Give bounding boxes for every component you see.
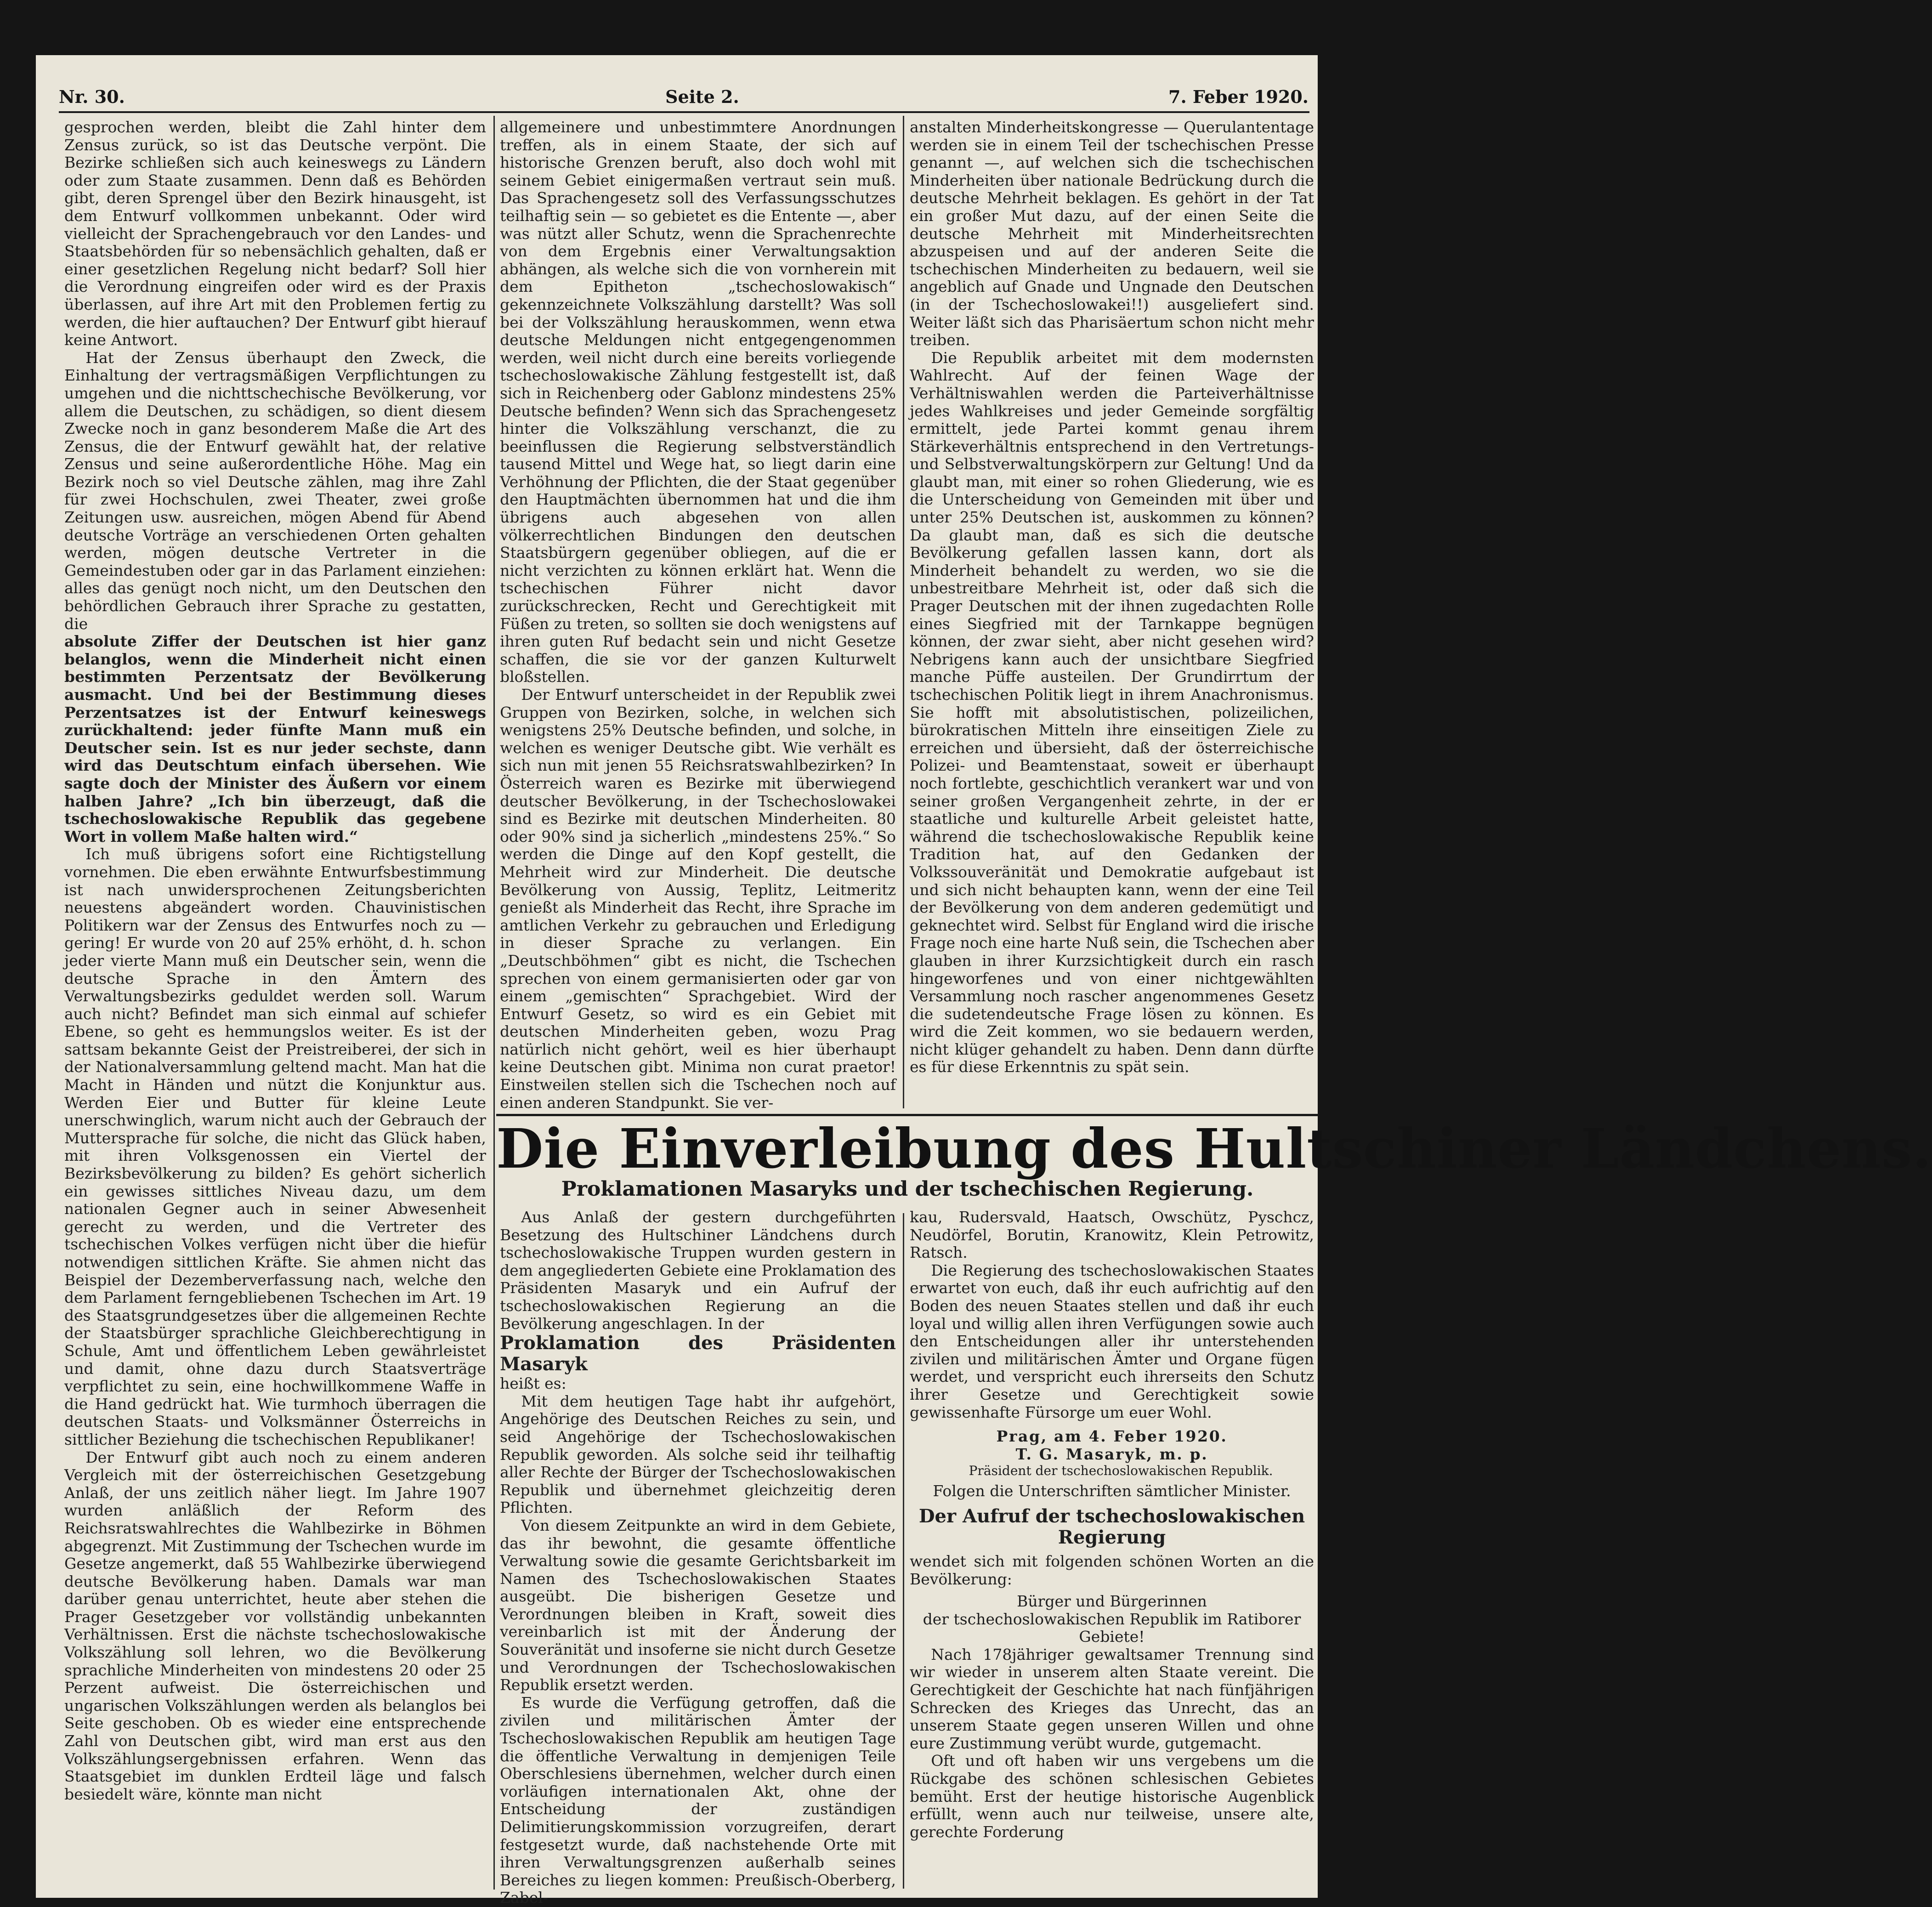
column-3 <box>910 119 1314 1107</box>
article-left-column <box>500 1208 896 1907</box>
proclamation-lead: heißt es: <box>500 1374 567 1393</box>
place-list: kau, Rudersvald, Haatsch, Owschütz, Pyschcz, Neudörfel, Borutin, Kranowitz, Klein Petrowitz, Ratsch. <box>910 1208 1314 1262</box>
article-top-rule <box>496 1114 1319 1116</box>
col1-paragraph-2: Hat der Zensus überhaupt den Zweck, die Einhaltung der vertragsmäßigen Verpflichtungen zu umgehen und die nichttschechische Bevölkerung, vor allem die Deutschen, zu schädigen, so dient diesem Zwecke noch in ganz besonderem Maße die Art des Zensus, die der Entwurf gewählt hat, der relative Zensus und seine außerordentliche Höhe. Mag ein Bezirk noch so viel Deutsche zählen, mag ihre Zahl für zwei Hochschulen, zwei Theater, zwei große Zeitungen usw. ausreichen, mögen Abend für Abend deutsche Vorträge an verschiedenen Orten gehalten werden, mögen deutsche Vertreter in die Gemeindestuben oder gar in das Parlament einziehen: alles das genügt noch nicht, um den Deutschen den behördlichen Gebrauch ihrer Sprache zu gestatten, die <box>64 348 486 633</box>
column-1 <box>64 119 486 1892</box>
aufruf-paragraph-1: Nach 178jähriger gewaltsamer Trennung sind wir wieder in unserem alten Staate vereint. Die Gerechtigkeit der Geschichte hat nach fünfjährigen Schrecken des Krieges das Unrecht, das an unserem Staate gegen unseren Willen und ohne eure Zustimmung verübt wurde, gutgemacht. <box>910 1645 1314 1752</box>
aufruf-heading-line-2: Regierung <box>1058 1526 1166 1548</box>
header-rule <box>59 111 1309 113</box>
article-right-column <box>910 1209 1314 1889</box>
col3-paragraph-1: anstalten Minderheitskongresse — Querulantentage werden sie in einem Teil der tschechischen Presse genannt —, auf welchen sich die tschechischen Minderheiten über nationale Bedrückung durch die deutsche Mehrheit beklagen. Es gehört in der Tat ein großer Mut dazu, auf der einen Seite die deutsche Mehrheit mit Minderheitsrechten abzuspeisen und auf der anderen Seite die tschechischen Minderheiten zu bedauern, weil sie angeblich auf Gnade und Ungnade den Deutschen (in der Tschechoslowakei!!) ausgeliefert sind. Weiter läßt sich das Pharisäertum schon nicht mehr treiben. <box>910 118 1314 349</box>
ministers-note: Folgen die Unterschriften sämtlicher Minister. <box>933 1482 1291 1500</box>
aufruf-paragraph-2: Oft und oft haben wir uns vergebens um die Rückgabe des schönen schlesischen Gebietes bemüht. Erst der heutige historische Augenblick erfüllt, wenn auch nur teilweise, unsere alte, gerechte Forderung <box>910 1752 1314 1841</box>
proclamation-heading: Proklamation des Präsidenten Masaryk <box>500 1332 896 1375</box>
proclamation-paragraph-1: Mit dem heutigen Tage habt ihr aufgehört, Angehörige des Deutschen Reiches zu sein, und seid Angehörige der Tschechoslowakischen Republik geworden. Als solche seid ihr teilhaftig aller Rechte der Bürger der Tschechoslowakischen Republik und übernehmet gleichzeitig deren Pflichten. <box>500 1392 896 1517</box>
salutation-line-2: der tschechoslowakischen Republik im Ratiborer Gebiete! <box>923 1610 1301 1646</box>
article-intro: Aus Anlaß der gestern durchgeführten Besetzung des Hultschiner Ländchens durch tschechoslowakische Truppen wurden gestern in dem angegliederten Gebiete eine Proklamation des Präsidenten Masaryk und ein Aufruf der tschechoslowakischen Regierung an die Bevölkerung angeschlagen. In der <box>500 1208 896 1333</box>
col1-paragraph-3: Ich muß übrigens sofort eine Richtigstellung vornehmen. Die eben erwähnte Entwurfsbestimmung ist nach unwidersprochenen Zeitungsberichten neuestens abgeändert worden. Chauvinistischen Politikern war der Zensus des Entwurfes noch zu — gering! Er wurde von 20 auf 25% erhöht, d. h. schon jeder vierte Mann muß ein Deutscher sein, wenn die deutsche Sprache in den Ämtern des Verwaltungsbezirks geduldet werden soll. Warum auch nicht? Befindet man sich einmal auf schiefer Ebene, so geht es hemmungslos weiter. Es ist der sattsam bekannte Geist der Preistreiberei, der sich in der Nationalversammlung geltend macht. Man hat die Macht in Händen und nützt die Konjunktur aus. Werden Eier und Butter für kleine Leute unerschwinglich, warum nicht auch der Gebrauch der Muttersprache für solche, die nicht das Glück haben, mit ihren Volksgenossen ein Viertel der Bezirksbevölkerung zu bilden? Es gehört sicherlich ein gewisses sittliches Niveau dazu, um dem nationalen Gegner auch in seiner Abwesenheit gerecht zu werden, und die Vertreter des tschechischen Volkes verfügen nicht über die hiefür notwendigen sittlichen Kräfte. Sie ahmen nicht das Beispiel der Dezemberverfassung nach, welche den dem Parlament ferngebliebenen Tschechen im Art. 19 des Staatsgrundgesetzes über die allgemeinen Rechte der Staatsbürger sprachliche Gleichberechtigung in Schule, Amt und öffentlichem Leben gewährleistet und damit, ohne dazu durch Staatsverträge verpflichtet zu sein, eine hochwillkommene Waffe in die Hand gedrückt hat. Wie turmhoch überragen die deutschen Staats- und Volksmänner Österreichs in sittlicher Beziehung die tschechischen Republikaner! <box>64 845 486 1448</box>
signature-masaryk: T. G. Masaryk, m. p. <box>1015 1445 1208 1463</box>
col3-paragraph-2: Die Republik arbeitet mit dem modernsten Wahlrecht. Auf der feinen Wage der Verhältniswahlen werden die Parteiverhältnisse jedes Wahlkreises und jeder Gemeinde sorgfältig ermittelt, jede Partei kommt genau ihrem Stärkeverhältnis entsprechend in den Vertretungs- und Selbstverwaltungskörpern zur Geltung! Und da glaubt man, mit einer so rohen Gliederung, wie es die Unterscheidung von Gemeinden mit über und unter 25% Deutschen ist, auskommen zu können? Da glaubt man, daß es sich die deutsche Bevölkerung gefallen lassen kann, dort als Minderheit behandelt zu werden, wo sie die unbestreitbare Mehrheit ist, oder daß sich die Prager Deutschen mit der ihnen zugedachten Rolle eines Siegfried mit der Tarnkappe begnügen können, der zwar sieht, aber nicht gesehen wird? Nebrigens kann auch der unsichtbare Siegfried manche Püffe austeilen. Der Grundirrtum der tschechischen Politik liegt in ihrem Anachronismus. Sie hofft mit absolutistischen, polizeilichen, bürokratischen Mitteln ihre einseitigen Ziele zu erreichen und übersieht, daß der österreichische Polizei- und Beamtenstaat, soweit er überhaupt noch fortlebte, geschichtlich verankert war und von seiner großen Vergangenheit zehrte, in der er staatliche und kulturelle Arbeit geleistet hatte, während die tschechoslowakische Republik keine Tradition hat, auf den Gedanken der Volkssouveränität und Demokratie aufgebaut ist und sich nicht behaupten kann, wenn der eine Teil der Bevölkerung von dem anderen gedemütigt und geknechtet wird. Selbst für England wird die irische Frage noch eine harte Nuß sein, die Tschechen aber glauben in ihrer Kurzsichtigkeit durch ein rasch hingeworfenes und von einer nichtgewählten Versammlung noch rascher angenommenes Gesetz die sudetendeutsche Frage lösen zu können. Es wird die Zeit kommen, wo sie bedauern werden, nicht klüger gehandelt zu haben. Denn dann dürfte es für diese Erkenntnis zu spät sein. <box>910 348 1314 1076</box>
aufruf-lead: wendet sich mit folgenden schönen Worten an die Bevölkerung: <box>910 1552 1314 1588</box>
issue-number: Nr. 30. <box>59 86 125 107</box>
page-header <box>59 86 1327 109</box>
proclamation-paragraph-2: Von diesem Zeitpunkte an wird in dem Gebiete, das ihr bewohnt, die gesamte öffentliche Verwaltung sowie die gesamte Gerichtsbarkeit im Namen des Tschechoslowakischen Staates ausgeübt. Die bisherigen Gesetze und Verordnungen bleiben in Kraft, soweit dies vereinbarlich ist mit der Änderung der Souveränität und insoferne sie nicht durch Gesetze und Verordnungen der Tschechoslowakischen Republik ersetzt werden. <box>500 1516 896 1694</box>
col1-paragraph-2b: absolute Ziffer der Deutschen ist hier ganz belanglos, wenn die Minderheit nicht einen bestimmten Perzentsatz der Bevölkerung ausmacht. Und bei der Bestimmung dieses Perzentsatzes ist der Entwurf keineswegs zurückhaltend: jeder fünfte Mann muß ein Deutscher sein. Ist es nur jeder sechste, dann wird das Deutschtum einfach übersehen. Wie sagte doch der Minister des Äußern vor einem halben Jahre? „Ich bin überzeugt, daß die tschechoslowakische Republik das gegebene Wort in vollem Maße halten wird.“ <box>64 632 486 846</box>
place-date: Prag, am 4. Feber 1920. <box>996 1427 1228 1446</box>
government-expectation: Die Regierung des tschechoslowakischen Staates erwartet von euch, daß ihr euch aufrichtig auf den Boden des neuen Staates stellen und daß ihr euch loyal und willig allen ihren Verfügungen sowie auch den Entscheidungen aller ihr unterstehenden zivilen und militärischen Ämter und Organe fügen werdet, und verspricht euch ihrerseits den Schutz ihrer Gesetze und Gerechtigkeit sowie gewissenhafte Fürsorge um euer Wohl. <box>910 1261 1314 1421</box>
article-headline: Die Einverleibung des Hultschiner Ländchens. <box>496 1117 1932 1181</box>
salutation-line-1: Bürger und Bürgerinnen <box>1017 1592 1207 1611</box>
column-divider-2 <box>903 116 904 1108</box>
signature-title: Präsident der tschechoslowakischen Republik. <box>969 1463 1273 1479</box>
aufruf-heading-line-1: Der Aufruf der tschechoslowakischen <box>918 1505 1305 1527</box>
article-subhead: Proklamationen Masaryks und der tschechischen Regierung. <box>561 1177 1254 1201</box>
col2-paragraph-1: allgemeinere und unbestimmtere Anordnungen treffen, als in einem Staate, der sich auf historische Grenzen beruft, also doch wohl mit seinem Gebiet einigermaßen vertraut sein muß. Das Sprachengesetz soll des Verfassungsschutzes teilhaftig sein — so gebietet es die Entente —, aber was nützt aller Schutz, wenn die Sprachenrechte von dem Ergebnis einer Verwaltungsaktion abhängen, als welche sich die von vornherein mit dem Epitheton „tschechoslowakisch“ gekennzeichnete Volkszählung darstellt? Was soll bei der Volkszählung herauskommen, wenn etwa deutsche Meldungen nicht entgegengenommen werden, weil nicht durch eine bereits vorliegende tschechoslowakische Zählung festgestellt ist, daß sich in Reichenberg oder Gablonz mindestens 25% Deutsche befinden? Wenn sich das Sprachengesetz hinter die Volkszählung verschanzt, die zu beeinflussen die Regierung selbstverständlich tausend Mittel und Wege hat, so liegt darin eine Verhöhnung der Pflichten, die der Staat gegenüber den Hauptmächten übernommen hat und die ihm übrigens auch abgesehen von allen völkerrechtlichen Bindungen den deutschen Staatsbürgern gegenüber obliegen, auf die er nicht verzichten zu können erklärt hat. Wenn die tschechischen Führer nicht davor zurückschrecken, Recht und Gerechtigkeit mit Füßen zu treten, so sollten sie doch wenigstens auf ihren guten Ruf bedacht sein und nicht Gesetze schaffen, die sie vor der ganzen Kulturwelt bloßstellen. <box>500 118 896 686</box>
proclamation-paragraph-3: Es wurde die Verfügung getroffen, daß die zivilen und militärischen Ämter der Tschechoslowakischen Republik am heutigen Tage die öffentliche Verwaltung in demjenigen Teile Oberschlesiens übernehmen, welcher durch einen vorläufigen internationalen Akt, ohne der Entscheidung der zuständigen Delimitierungskommission vorzugreifen, derart festgesetzt wurde, daß nachstehende Orte mit ihren Verwaltungsgrenzen außerhalb seines Bereiches zu liegen kommen: Preußisch-Oberberg, Zabel- <box>500 1693 896 1907</box>
page-number: Seite 2. <box>665 86 739 107</box>
issue-date: 7. Feber 1920. <box>1168 86 1309 107</box>
col2-paragraph-2: Der Entwurf unterscheidet in der Republik zwei Gruppen von Bezirken, solche, in welchen sich wenigstens 25% Deutsche befinden, und solche, in welchen es weniger Deutsche gibt. Wie verhält es sich nun mit jenen 55 Reichsratswahlbezirken? In Österreich waren es Bezirke mit überwiegend deutscher Bevölkerung, in der Tschechoslowakei sind es Bezirke mit deutschen Minderheiten. 80 oder 90% sind ja sicherlich „mindestens 25%.“ So werden die Dinge auf den Kopf gestellt, die Mehrheit wird zur Minderheit. Die deutsche Bevölkerung von Aussig, Teplitz, Leitmeritz genießt als Minderheit das Recht, ihre Sprache im amtlichen Verkehr zu gebrauchen und Erledigung in dieser Sprache zu verlangen. Ein „Deutschböhmen“ gibt es nicht, die Tschechen sprechen von einem germanisierten oder gar von einem „gemischten“ Sprachgebiet. Wird der Entwurf Gesetz, so wird es ein Gebiet mit deutschen Minderheiten geben, wozu Prag natürlich nicht gehört, weil es hier überhaupt keine Deutschen gibt. Minima non curat praetor! Einstweilen stellen sich die Tschechen noch auf einen anderen Standpunkt. Sie ver- <box>500 686 896 1112</box>
column-divider-1 <box>493 116 495 1890</box>
column-divider-3 <box>903 1213 904 1889</box>
col1-paragraph-1: gesprochen werden, bleibt die Zahl hinter dem Zensus zurück, so ist das Deutsche verpönt. Die Bezirke schließen sich auch keineswegs zu Ländern oder zum Staate zusammen. Denn daß es Behörden gibt, deren Sprengel über den Bezirk hinausgeht, ist dem Entwurf vollkommen unbekannt. Oder wird vielleicht der Sprachengebrauch vor den Landes- und Staatsbehörden für so nebensächlich gehalten, daß er einer gesetzlichen Regelung nicht bedarf? Soll hier die Verordnung eingreifen oder wird es der Praxis überlassen, auf ihre Art mit den Problemen fertig zu werden, die hier auftauchen? Der Entwurf gibt hierauf keine Antwort. <box>64 118 486 349</box>
col1-paragraph-4: Der Entwurf gibt auch noch zu einem anderen Vergleich mit der österreichischen Gesetzgebung Anlaß, der uns zeitlich näher liegt. Im Jahre 1907 wurden anläßlich der Reform des Reichsratswahlrechtes die Wahlbezirke in Böhmen abgegrenzt. Mit Zustimmung der Tschechen wurde im Gesetze angemerkt, daß 55 Wahlbezirke überwiegend deutsche Bevölkerung haben. Damals war man darüber genau unterrichtet, heute aber stehen die Prager Gesetzgeber vor vollständig unbekannten Verhältnissen. Erst die nächste tschechoslowakische Volkszählung soll lehren, wo die Bevölkerung sprachliche Minderheiten von mindestens 20 oder 25 Perzent aufweist. Die österreichischen und ungarischen Volkszählungen werden als belanglos bei Seite geschoben. Ob es wieder eine entsprechende Zahl von Deutschen gibt, wird man erst aus den Volkszählungsergebnissen erfahren. Wenn das Staatsgebiet im dunklen Erdteil läge und falsch besiedelt wäre, könnte man nicht <box>64 1448 486 1803</box>
column-2 <box>500 118 896 1112</box>
